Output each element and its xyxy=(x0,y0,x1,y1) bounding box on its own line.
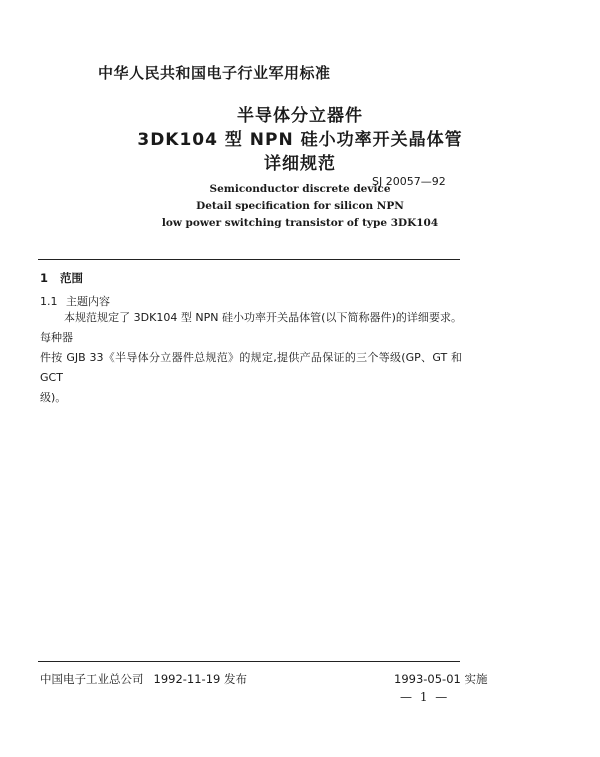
body-paragraph xyxy=(40,308,462,408)
subsection-title: 主题内容 xyxy=(66,295,110,308)
standard-number: SJ 20057—92 xyxy=(372,175,446,188)
subsection-number: 1.1 xyxy=(40,295,58,308)
title-en-line3: low power switching transistor of type 3DK104 xyxy=(161,217,439,229)
body-line: 件按 GJB 33《半导体分立器件总规范》的规定,提供产品保证的三个等级(GP、GT 和 GCT xyxy=(40,351,462,384)
top-divider xyxy=(38,259,460,260)
subsection-heading xyxy=(40,293,110,309)
title-cn-line2: 3DK104 型 NPN 硅小功率开关晶体管 xyxy=(137,130,463,150)
bottom-divider xyxy=(38,661,460,662)
implementation-date: 1993-05-01 实施 xyxy=(394,672,488,686)
title-en-line2: Detail specification for silicon NPN xyxy=(196,200,404,212)
page-number: — 1 — xyxy=(400,690,450,704)
title-en-line1: Semiconductor discrete device xyxy=(209,183,391,195)
body-line: 级)。 xyxy=(40,391,67,404)
section-title: 范围 xyxy=(60,271,83,285)
publisher-name: 中国电子工业总公司 xyxy=(40,672,144,686)
section-heading xyxy=(40,270,83,286)
title-cn-line1: 半导体分立器件 xyxy=(237,106,363,126)
title-cn-line3: 详细规范 xyxy=(264,154,336,174)
body-line: 本规范规定了 3DK104 型 NPN 硅小功率开关晶体管(以下简称器件)的详细要求。每种器 xyxy=(40,311,462,344)
section-number: 1 xyxy=(40,271,49,285)
org-header: 中华人民共和国电子行业军用标准 xyxy=(98,64,331,82)
footer-publisher xyxy=(40,671,247,687)
issue-date: 1992-11-19 发布 xyxy=(153,672,247,686)
